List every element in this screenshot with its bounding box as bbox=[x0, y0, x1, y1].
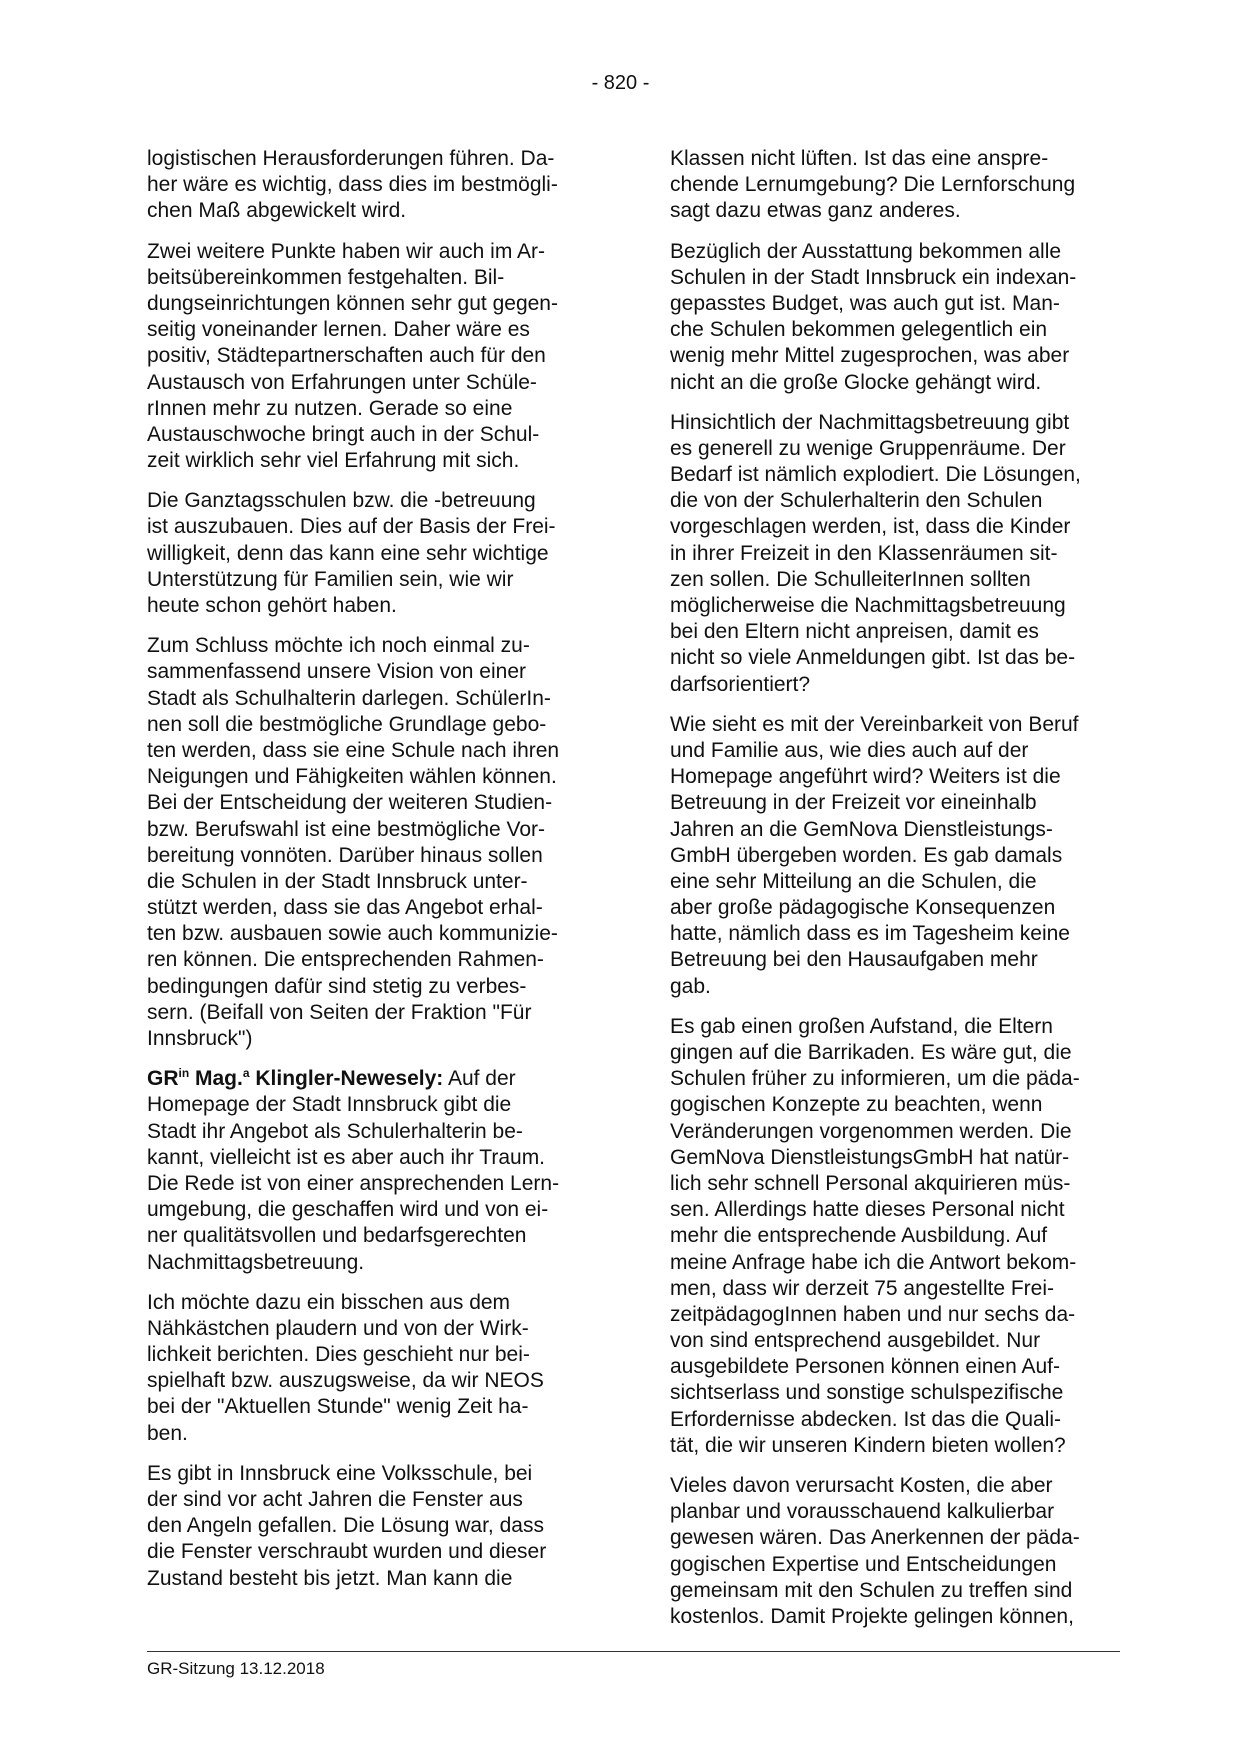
text-line: gogischen Expertise und Entscheidungen bbox=[670, 1552, 1057, 1576]
text-line: kannt, vielleicht ist es aber auch ihr Traum. bbox=[147, 1145, 546, 1169]
text-line: umgebung, die geschaffen wird und von ei- bbox=[147, 1198, 549, 1222]
paragraph bbox=[670, 712, 1120, 1000]
text-line: in ihrer Freizeit in den Klassenräumen sit- bbox=[670, 541, 1058, 565]
paragraph bbox=[147, 146, 599, 225]
speaker-degree-sup: a bbox=[242, 1066, 250, 1081]
text-line: chen Maß abgewickelt wird. bbox=[147, 199, 407, 223]
text-line: lichkeit berichten. Dies geschieht nur bei- bbox=[147, 1343, 530, 1367]
text-line: rInnen mehr zu nutzen. Gerade so eine bbox=[147, 396, 513, 420]
text-line: Ich möchte dazu ein bisschen aus dem bbox=[147, 1290, 511, 1314]
text-line: möglicherweise die Nachmittagsbetreuung bbox=[670, 594, 1066, 617]
speaker-degree: Mag. bbox=[189, 1067, 243, 1091]
text-line: Jahren an die GemNova Dienstleistungs- bbox=[670, 817, 1053, 841]
text-line: mehr die entsprechende Ausbildung. Auf bbox=[670, 1224, 1048, 1248]
paragraph bbox=[147, 1290, 599, 1447]
text-line: gepasstes Budget, was auch gut ist. Man- bbox=[670, 291, 1060, 315]
text-line: sen. Allerdings hatte dieses Personal nicht bbox=[670, 1198, 1065, 1222]
text-line: sichtserlass und sonstige schulspezifische bbox=[670, 1381, 1064, 1405]
text-line: gogischen Konzepte zu beachten, wenn bbox=[670, 1093, 1043, 1117]
text-line: her wäre es wichtig, dass dies im bestmögli- bbox=[147, 173, 558, 197]
text-line: die von der Schulerhalterin den Schulen bbox=[670, 489, 1043, 513]
text-line: Hinsichtlich der Nachmittagsbetreuung gibt bbox=[670, 410, 1070, 434]
text-line: Veränderungen vorgenommen werden. Die bbox=[670, 1119, 1072, 1143]
text-line: gingen auf die Barrikaden. Es wäre gut, die bbox=[670, 1041, 1072, 1064]
text-line: sagt dazu etwas ganz anderes. bbox=[670, 199, 961, 223]
footer-text: GR-Sitzung 13.12.2018 bbox=[147, 1659, 325, 1678]
text-line: Nachmittagsbetreuung. bbox=[147, 1250, 365, 1274]
speaker-title: GR bbox=[147, 1067, 179, 1091]
text-line: spielhaft bzw. auszugsweise, da wir NEOS bbox=[147, 1369, 544, 1393]
text-line: sern. (Beifall von Seiten der Fraktion "Für bbox=[147, 1000, 532, 1024]
text-line: Wie sieht es mit der Vereinbarkeit von Beruf bbox=[670, 712, 1079, 736]
text-line: von sind entsprechend ausgebildet. Nur bbox=[670, 1329, 1041, 1353]
text-line: Schulen früher zu informieren, um die päda- bbox=[670, 1067, 1080, 1091]
text-line: Austausch von Erfahrungen unter Schüle- bbox=[147, 370, 537, 394]
text-line: GemNova DienstleistungsGmbH hat natür- bbox=[670, 1145, 1070, 1169]
text-line: vorgeschlagen werden, ist, dass die Kinder bbox=[670, 515, 1071, 539]
text-line: gemeinsam mit den Schulen zu treffen sind bbox=[670, 1578, 1073, 1602]
text-line: willigkeit, denn das kann eine sehr wichtige bbox=[147, 541, 549, 565]
text-line: stützt werden, dass sie das Angebot erhal- bbox=[147, 896, 543, 920]
text-line: Unterstützung für Familien sein, wie wir bbox=[147, 567, 514, 591]
text-line: men, dass wir derzeit 75 angestellte Frei- bbox=[670, 1276, 1054, 1300]
text-line: die Fenster verschraubt wurden und dieser bbox=[147, 1540, 547, 1564]
text-line: Betreuung bei den Hausaufgaben mehr bbox=[670, 948, 1038, 972]
text-line: ausgebildete Personen können einen Auf- bbox=[670, 1355, 1060, 1379]
text-line: Bezüglich der Ausstattung bekommen alle bbox=[670, 239, 1062, 263]
text-line: Betreuung in der Freizeit vor eineinhalb bbox=[670, 791, 1037, 815]
text-line: Neigungen und Fähigkeiten wählen können. bbox=[147, 765, 557, 789]
text-line: Es gibt in Innsbruck eine Volksschule, bei bbox=[147, 1461, 533, 1485]
text-line: ben. bbox=[147, 1421, 188, 1445]
speaker-surname: Klingler-Newesely: bbox=[249, 1067, 444, 1091]
text-line: bereitung vonnöten. Darüber hinaus sollen bbox=[147, 843, 543, 867]
text-line: ren können. Die entsprechenden Rahmen- bbox=[147, 948, 544, 972]
text-line: hatte, nämlich dass es im Tagesheim keine bbox=[670, 922, 1070, 946]
text-line: GmbH übergeben worden. Es gab damals bbox=[670, 843, 1063, 867]
text-line: Bei der Entscheidung der weiteren Studien- bbox=[147, 791, 553, 815]
text-line: Zwei weitere Punkte haben wir auch im Ar- bbox=[147, 239, 546, 263]
text-line: bzw. Berufswahl ist eine bestmögliche Vor- bbox=[147, 817, 546, 841]
paragraph bbox=[147, 239, 599, 475]
text-line: heute schon gehört haben. bbox=[147, 594, 397, 617]
paragraph bbox=[147, 1461, 599, 1592]
text-line: sammenfassend unsere Vision von einer bbox=[147, 660, 526, 684]
text-line: zen sollen. Die SchulleiterInnen sollten bbox=[670, 567, 1031, 591]
text-line: nicht an die große Glocke gehängt wird. bbox=[670, 370, 1042, 394]
text-line: eine sehr Mitteilung an die Schulen, die bbox=[670, 869, 1037, 893]
text-line: meine Anfrage habe ich die Antwort bekom- bbox=[670, 1250, 1077, 1274]
text-line: beitsübereinkommen festgehalten. Bil- bbox=[147, 265, 505, 289]
page-number: - 820 - bbox=[591, 72, 650, 94]
text-line: bei der "Aktuellen Stunde" wenig Zeit ha- bbox=[147, 1395, 529, 1419]
text-line: zeit wirklich sehr viel Erfahrung mit sich. bbox=[147, 449, 520, 473]
paragraph bbox=[147, 488, 599, 619]
speaker-name bbox=[147, 1067, 443, 1090]
paragraph bbox=[670, 239, 1120, 396]
left-column bbox=[147, 146, 599, 1606]
text-line: der sind vor acht Jahren die Fenster aus bbox=[147, 1488, 523, 1511]
text-line: logistischen Herausforderungen führen. Da- bbox=[147, 147, 555, 170]
text-line: ten bzw. ausbauen sowie auch kommunizie- bbox=[147, 922, 558, 946]
text-line: zeitpädagogInnen haben und nur sechs da- bbox=[670, 1302, 1076, 1326]
text-line: kostenlos. Damit Projekte gelingen können, bbox=[670, 1604, 1074, 1628]
text-line: Die Ganztagsschulen bzw. die -betreuung bbox=[147, 489, 536, 513]
text-line: Nähkästchen plaudern und von der Wirk- bbox=[147, 1316, 529, 1340]
text-line: ten werden, dass sie eine Schule nach ihren bbox=[147, 738, 560, 762]
text-line: bei den Eltern nicht anpreisen, damit es bbox=[670, 620, 1039, 644]
text-line: darfsorientiert? bbox=[670, 672, 811, 696]
footer-divider bbox=[147, 1651, 1120, 1652]
text-line: ist auszubauen. Dies auf der Basis der Frei- bbox=[147, 515, 556, 539]
text-line: Bedarf ist nämlich explodiert. Die Lösungen, bbox=[670, 463, 1081, 487]
text-line: Austauschwoche bringt auch in der Schul- bbox=[147, 422, 540, 446]
text-line: bedingungen dafür sind stetig zu verbes- bbox=[147, 974, 527, 998]
text-line: Klassen nicht lüften. Ist das eine anspre- bbox=[670, 147, 1049, 170]
text-line: tät, die wir unseren Kindern bieten wollen? bbox=[670, 1433, 1066, 1457]
paragraph bbox=[670, 1014, 1120, 1459]
text-line: es generell zu wenige Gruppenräume. Der bbox=[670, 436, 1066, 460]
paragraph bbox=[670, 146, 1120, 225]
text-line: Vieles davon verursacht Kosten, die aber bbox=[670, 1474, 1053, 1497]
text-line: dungseinrichtungen können sehr gut gegen- bbox=[147, 291, 558, 315]
text-line: den Angeln gefallen. Die Lösung war, dass bbox=[147, 1514, 544, 1538]
speaker-text-start: Auf der bbox=[443, 1067, 516, 1091]
paragraph bbox=[147, 633, 599, 1052]
speaker-line bbox=[147, 1066, 599, 1092]
text-line: Stadt ihr Angebot als Schulerhalterin be- bbox=[147, 1119, 523, 1143]
text-line: chende Lernumgebung? Die Lernforschung bbox=[670, 173, 1076, 197]
text-line: gab. bbox=[670, 974, 711, 998]
right-column bbox=[670, 146, 1120, 1644]
text-line: gewesen wären. Das Anerkennen der päda- bbox=[670, 1526, 1080, 1550]
text-line: wenig mehr Mittel zugesprochen, was aber bbox=[670, 344, 1070, 368]
text-line: Die Rede ist von einer ansprechenden Lern- bbox=[147, 1171, 560, 1195]
text-line: und Familie aus, wie dies auch auf der bbox=[670, 738, 1029, 762]
paragraph bbox=[670, 1473, 1120, 1630]
text-line: aber große pädagogische Konsequenzen bbox=[670, 896, 1056, 920]
text-line: Es gab einen großen Aufstand, die Eltern bbox=[670, 1014, 1053, 1038]
text-line: Erfordernisse abdecken. Ist das die Quali- bbox=[670, 1407, 1062, 1431]
text-line: die Schulen in der Stadt Innsbruck unter- bbox=[147, 869, 528, 893]
text-line: Zustand besteht bis jetzt. Man kann die bbox=[147, 1566, 513, 1590]
text-line: nen soll die bestmögliche Grundlage gebo- bbox=[147, 712, 547, 736]
text-line: planbar und vorausschauend kalkulierbar bbox=[670, 1500, 1055, 1524]
speaker-title-sup: in bbox=[178, 1066, 190, 1081]
text-line: Stadt als Schulhalterin darlegen. SchülerIn- bbox=[147, 686, 551, 710]
text-line: che Schulen bekommen gelegentlich ein bbox=[670, 318, 1048, 342]
paragraph bbox=[670, 410, 1120, 698]
text-line: seitig voneinander lernen. Daher wäre es bbox=[147, 318, 530, 342]
text-line: nicht so viele Anmeldungen gibt. Ist das be- bbox=[670, 646, 1076, 670]
text-line: positiv, Städtepartnerschaften auch für den bbox=[147, 344, 546, 368]
speaker-paragraph bbox=[147, 1066, 599, 1276]
text-line: ner qualitätsvollen und bedarfsgerechten bbox=[147, 1224, 527, 1248]
text-line: Innsbruck") bbox=[147, 1027, 253, 1050]
text-line: Schulen in der Stadt Innsbruck ein indexan- bbox=[670, 265, 1077, 289]
text-line: Homepage der Stadt Innsbruck gibt die bbox=[147, 1093, 512, 1117]
text-line: Homepage angeführt wird? Weiters ist die bbox=[670, 765, 1061, 789]
text-line: lich sehr schnell Personal akquirieren müs- bbox=[670, 1171, 1071, 1195]
text-line: Zum Schluss möchte ich noch einmal zu- bbox=[147, 634, 530, 658]
